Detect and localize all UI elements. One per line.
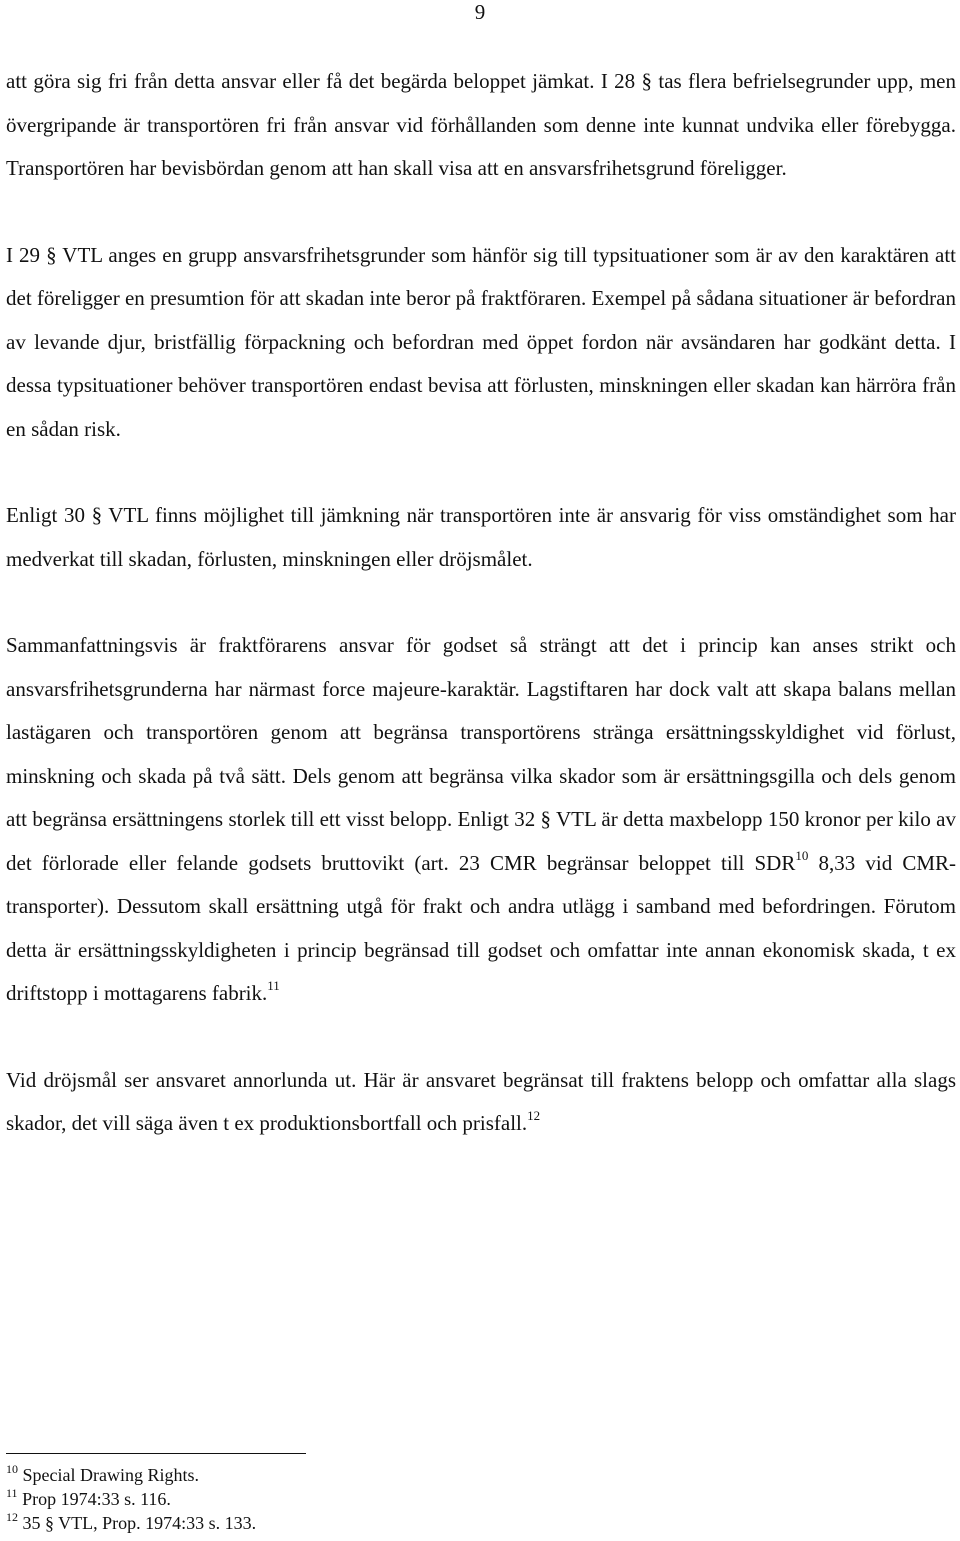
summary-text-part-2: 8,33 vid CMR-transporter). Dessutom skall ersättning utgå för frakt och andra utlägg i samband med befordringen. Förutom detta är ersättningsskyldigheten i princip begränsad till godset och omfattar inte annan ekonomisk skada, t ex driftstopp i mottagarens fabrik. xyxy=(6,850,957,1005)
body-text xyxy=(6,60,956,1146)
paragraph-spacer xyxy=(6,1016,956,1059)
footnotes xyxy=(6,1463,906,1535)
paragraph-spacer xyxy=(6,191,956,234)
footnote-ref-11[interactable]: 11 xyxy=(267,978,280,993)
footnote-ref-10[interactable]: 10 xyxy=(795,847,809,863)
footnote-12 xyxy=(6,1511,906,1535)
footnote-separator xyxy=(6,1453,306,1454)
paragraph-delay xyxy=(6,1059,956,1146)
paragraph-summary xyxy=(6,624,956,1016)
footnote-number: 11 xyxy=(6,1486,18,1500)
footnote-text: 35 § VTL, Prop. 1974:33 s. 133. xyxy=(22,1513,257,1533)
paragraph-section-30: Enligt 30 § VTL finns möjlighet till jämkning när transportören inte är ansvarig för viss omständighet som har medverkat till skadan, förlusten, minskningen eller dröjsmålet. xyxy=(6,503,956,571)
footnote-ref-12[interactable]: 12 xyxy=(527,1108,541,1123)
footnote-number: 10 xyxy=(6,1462,18,1476)
summary-text-part-1: Sammanfattningsvis är fraktförarens ansvar för godset så strängt att det i princip kan anses strikt och ansvarsfrihetsgrunderna har närmast force majeure-karaktär. Lagstiftaren har dock valt att skapa balans mellan lastägaren och transportören genom att begränsa transportörens stränga ersättningsskyldighet vid förlust, minskning och skada på två sätt. Dels genom att begränsa vilka skador som är ersättningsgilla och dels genom att begränsa ersättningens storlek till ett visst belopp. Enligt 32 § VTL är detta maxbelopp 150 kronor per kilo av det förlorade eller felande godsets bruttovikt (art. 23 CMR begränsar beloppet till SDR xyxy=(6,633,956,875)
footnote-number: 12 xyxy=(6,1510,18,1524)
delay-text: Vid dröjsmål ser ansvaret annorlunda ut. Här är ansvaret begränsat till fraktens belopp och omfattar alla slags skador, det vill säga även t ex produktionsbortfall och prisfall. xyxy=(6,1067,956,1135)
paragraph-spacer xyxy=(6,451,956,494)
paragraph-spacer xyxy=(6,581,956,624)
footnote-11 xyxy=(6,1487,906,1511)
page-number: 9 xyxy=(474,0,486,24)
footnote-10 xyxy=(6,1463,906,1487)
footnote-text: Prop 1974:33 s. 116. xyxy=(22,1489,171,1509)
paragraph-section-29: I 29 § VTL anges en grupp ansvarsfrihetsgrunder som hänför sig till typsituationer som är av den karaktären att det föreligger en presumtion för att skadan inte beror på fraktföraren. Exempel på sådana situationer är befordran av levande djur, bristfällig förpackning och befordran med öppet fordon när avsändaren har godkänt detta. I dessa typsituationer behöver transportören endast bevisa att förlusten, minskningen eller skadan kan härröra från en sådan risk. xyxy=(6,242,956,441)
footnote-text: Special Drawing Rights. xyxy=(22,1465,199,1485)
paragraph-liability-relief: att göra sig fri från detta ansvar eller få det begärda beloppet jämkat. I 28 § tas flera befrielsegrunder upp, men övergripande är transportören fri från ansvar vid förhållanden som denne inte kunnat undvika eller förebygga. Transportören har bevisbördan genom att han skall visa att en ansvarsfrihetsgrund föreligger. xyxy=(6,69,956,180)
